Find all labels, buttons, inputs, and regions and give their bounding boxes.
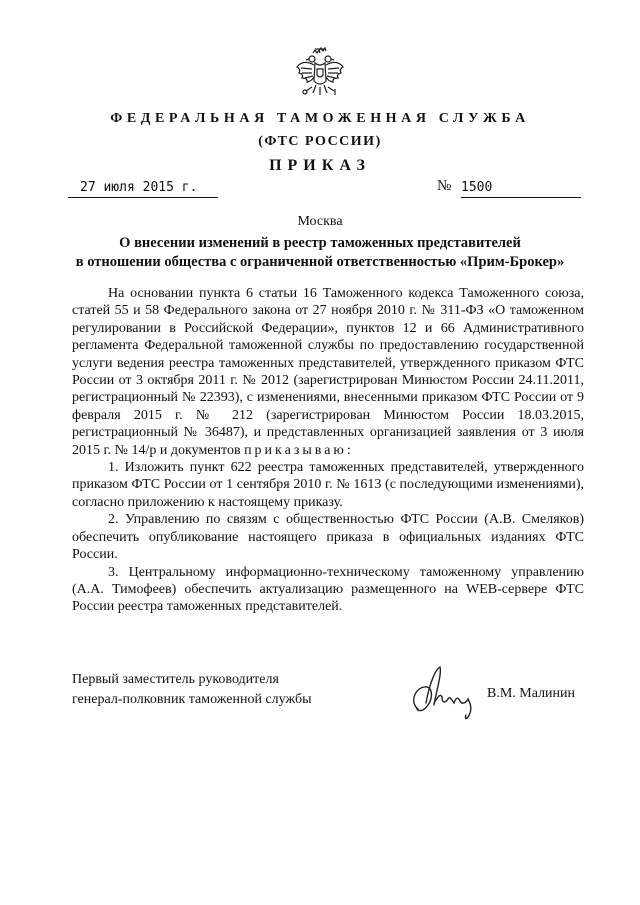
preamble-paragraph [72,285,584,459]
document-type: ПРИКАЗ [269,157,371,174]
position-line-2: генерал-полковник таможенной службы [72,692,312,707]
handwritten-signature-icon [404,663,488,725]
title-line-1: О внесении изменений в реестр таможенных представителей [119,235,521,251]
double-headed-eagle-emblem-icon [293,47,347,101]
order-date-value: 27 июля 2015 г. [80,180,198,195]
order-item-2: 2. Управлению по связям с общественностью ФТС России (А.В. Смеляков) обеспечить опубликование настоящего приказа в официальных изданиях ФТС России. [72,512,584,563]
number-sign: № [437,178,452,194]
order-date [68,180,218,198]
order-word: приказываю: [244,442,354,458]
signatory-name: В.М. Малинин [487,686,576,701]
preamble-text: На основании пункта 6 статьи 16 Таможенного кодекса Таможенного союза, статей 55 и 58 Федерального закона от 27 ноября 2010 г. № 311-ФЗ «О таможенном регулировании в Российской Федерации», пунктов 12 и 66 Административного регламента Федеральной таможенной службы по предоставлению государственной услуги ведения реестра таможенных представителей, утвержденного приказом ФТС России от 3 октября 2011 г. № 2012 (зарегистрирован Минюстом России 24.11.2011, регистрационный № 22393), с изменениями, внесенными приказом ФТС России от 9 февраля 2015 г. № 212 (зарегистрирован Минюстом России 18.03.2015, регистрационный № 36487), и представленных организацией заявления от 3 июля 2015 г. № 14/р и документов [72,286,584,458]
city: Москва [297,214,343,229]
document-title [60,234,580,272]
order-item-1: 1. Изложить пункт 622 реестра таможенных представителей, утвержденного приказом ФТС России от 1 сентября 2010 г. № 1613 (с последующими изменениями), согласно приложению к настоящему приказу. [72,460,584,510]
order-number [461,180,581,198]
order-number-value: 1500 [461,180,493,195]
agency-name: ФЕДЕРАЛЬНАЯ ТАМОЖЕННАЯ СЛУЖБА [110,111,530,126]
title-line-2: в отношении общества с ограниченной ответственностью «Прим-Брокер» [75,254,565,270]
document-body [72,285,584,616]
order-item-3: 3. Центральному информационно-техническому таможенному управлению (А.А. Тимофеев) обеспечить актуализацию размещенного на WEB-сервере ФТС России реестра таможенных представителей. [72,564,584,615]
signatory-position [72,670,311,710]
position-line-1: Первый заместитель руководителя [72,672,279,687]
agency-short-name: (ФТС РОССИИ) [258,134,382,149]
